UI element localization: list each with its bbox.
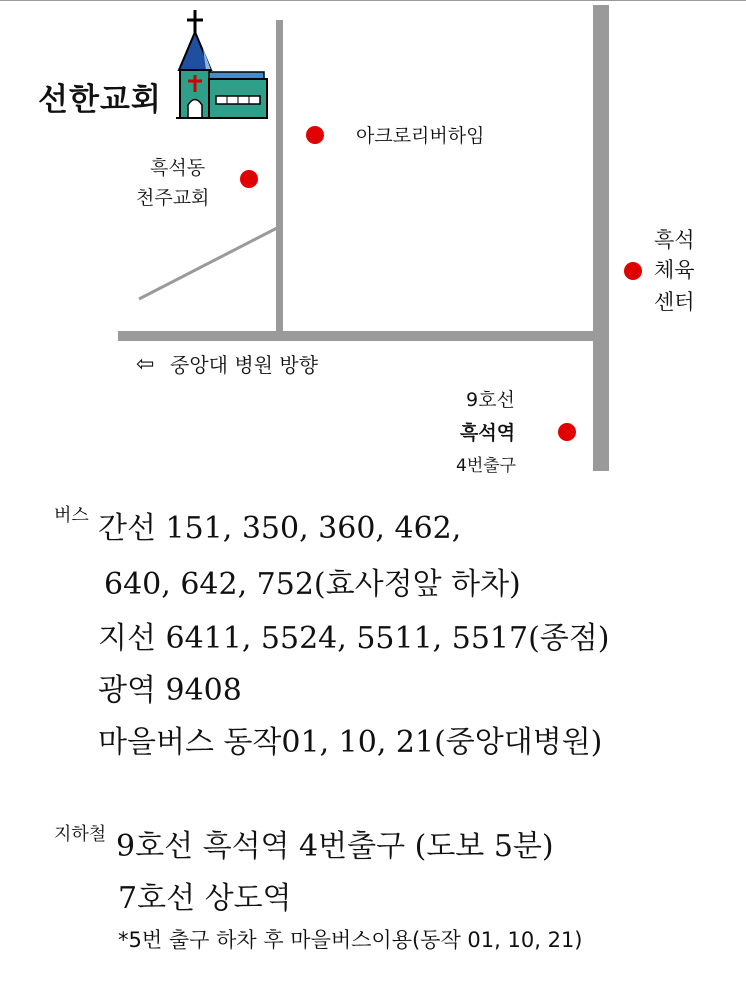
bus-line-4: 광역 9408 <box>98 673 242 708</box>
gym-marker <box>624 262 642 280</box>
gym-label-line3: 센터 <box>654 290 695 314</box>
station-label-line2: 흑석역 <box>460 422 516 444</box>
bus-line-3: 지선 6411, 5524, 5511, 5517(종점) <box>98 621 610 656</box>
bus-line-1: 간선 151, 350, 360, 462, <box>98 511 462 546</box>
church-name: 선한교회 <box>38 82 162 118</box>
top-border <box>0 0 746 1</box>
catholic-church-label-line1: 흑석동 <box>150 157 206 179</box>
akro-label: 아크로리버하임 <box>356 125 485 147</box>
akro-marker <box>306 126 324 144</box>
catholic-church-label-line2: 천주교회 <box>136 187 210 209</box>
direction-arrow-icon: ⇦ <box>136 352 155 377</box>
station-label-line3: 4번출구 <box>456 456 517 476</box>
gym-label-line2: 체육 <box>654 258 695 282</box>
bus-line-5: 마을버스 동작01, 10, 21(중앙대병원) <box>98 725 603 760</box>
subway-label: 지하철 <box>54 824 107 845</box>
church-icon <box>176 8 272 122</box>
direction-label: 중앙대 병원 방향 <box>170 353 318 377</box>
subway-line-2: 7호선 상도역 <box>118 881 292 916</box>
bus-label: 버스 <box>54 505 89 526</box>
subway-note: *5번 출구 하차 후 마을버스이용(동작 01, 10, 21) <box>118 928 583 952</box>
station-marker <box>558 423 576 441</box>
road-vertical-right <box>593 5 609 471</box>
bus-line-2: 640, 642, 752(효사정앞 하차) <box>104 567 521 602</box>
road-horizontal-main <box>118 331 609 341</box>
gym-label-line1: 흑석 <box>654 228 695 252</box>
road-diagonal <box>136 224 282 302</box>
station-label-line1: 9호선 <box>466 389 515 411</box>
catholic-church-marker <box>240 170 258 188</box>
subway-line-1: 9호선 흑석역 4번출구 (도보 5분) <box>116 829 554 864</box>
